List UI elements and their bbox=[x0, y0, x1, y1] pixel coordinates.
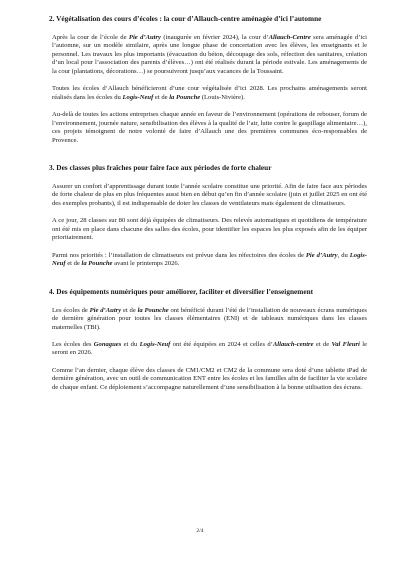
section-heading: 3. Des classes plus fraîches pour faire face aux périodes de forte chaleur bbox=[49, 162, 272, 172]
paragraph bbox=[52, 111, 367, 145]
text-run: et de bbox=[65, 260, 82, 268]
text-run: Comme l’an dernier, chaque élève des classes de CM1/CM2 et CM2 de la commune sera doté d’une tablette iPad de dernière génération, avec un outil de communication ENT entre les écoles et les familles afin de faciliter la vie scolaire de chaque enfant. Ce déploiement s’accompagne naturellement d’une sensibilisation à la bonne utilisation des écrans. bbox=[52, 366, 367, 391]
school-name: la Pounche bbox=[137, 306, 169, 314]
text-run: et du bbox=[121, 340, 140, 348]
text-run: Les écoles de bbox=[52, 306, 90, 314]
text-run: avant le printemps 2026. bbox=[112, 260, 180, 268]
text-run: Après la cour de l’école de bbox=[52, 34, 129, 41]
paragraph bbox=[52, 183, 367, 208]
school-name: Val Fleuri bbox=[331, 340, 360, 348]
section-equipements-numeriques bbox=[49, 286, 367, 393]
text-run: Assurer un confort d’apprentissage durant toute l’année scolaire constitue une priorité. Afin de faire face aux périodes de forte chaleur de plus en plus fréquentes aussi bien en début qu’en fin d’année scolaire (juin et juillet 2025 en ont été des exemples probants), il est indispensable de doter les classes de ventilateurs mais également de climatiseurs. bbox=[52, 182, 367, 207]
school-name: la Pounche bbox=[81, 260, 113, 268]
text-run: Parmi nos priorités : l’installation de climatiseurs est prévue dans les réfectoires des écoles de bbox=[52, 251, 306, 259]
section-heading: 2. Végétalisation des cours d’écoles : la cour d’Allauch-centre aménagée d’ici l’automne bbox=[49, 14, 322, 23]
paragraph bbox=[52, 307, 367, 332]
school-name: la Pounche bbox=[169, 93, 201, 101]
text-run: ont bénéficié durant l’été de l’installation de nouveaux écrans numériques de dernière génération pour toutes les classes élémentaires (ENI) et de tableaux numériques dans les classes maternelles (TBI). bbox=[52, 306, 367, 331]
section-heading: 4. Des équipements numériques pour améliorer, faciliter et diversifier l’enseignement bbox=[49, 286, 314, 296]
text-run: et de bbox=[121, 306, 138, 314]
text-run: Toutes les écoles d’Allauch bénéficieront d’une cour végétalisée d’ici 2028. Les prochains aménagements seront réalisés dans les écoles du bbox=[52, 85, 367, 101]
school-name: Allauch-centre bbox=[272, 340, 314, 348]
text-run: (Louis-Nivière). bbox=[200, 93, 245, 101]
text-run: , du bbox=[337, 251, 350, 259]
section-cour-vegetalisee bbox=[49, 14, 368, 145]
paragraph bbox=[52, 34, 367, 76]
paragraph bbox=[52, 252, 367, 269]
text-run: et de bbox=[153, 93, 170, 101]
text-run: et de bbox=[313, 340, 332, 348]
school-name: Pie d’Autry bbox=[128, 34, 161, 41]
school-name: Gonagues bbox=[93, 340, 122, 348]
text-run: le seront en 2026. bbox=[52, 340, 367, 357]
text-run: A ce jour, 28 classes sur 80 sont déjà équipées de climatiseurs. Des relevés automatiques et quotidiens de température ont été mis en place dans chacune des salles des écoles, pour identifier les espaces les plus exposés afin de les équiper prioritairement. bbox=[52, 217, 367, 242]
school-name: Logis-Neuf bbox=[139, 340, 171, 348]
text-run: sera aménagée d’ici l’automne, sur un modèle similaire, après une longue phase de concertation avec les élèves, les enseignants et le personnel. Les travaux les plus importants (évacuation du béton, découpage des sols, réfection des sanitaires, création d’un local pour l’association des parents d’élèves…) ont été réalisés durant la période estivale. Les aménagements de la cour (plantations, décorations…) se poursuivront jusqu’aux vacances de la Toussaint. bbox=[52, 34, 368, 75]
text-run: (inaugurée en février 2024), la cour d’ bbox=[160, 34, 269, 41]
school-name: Logis-Neuf bbox=[122, 93, 154, 101]
school-name: Logis-Neuf bbox=[52, 251, 367, 268]
school-name: Pie d’Autry bbox=[89, 306, 122, 314]
paragraph bbox=[52, 85, 367, 102]
school-name: Allauch-Centre bbox=[268, 34, 311, 41]
paragraph bbox=[52, 217, 367, 242]
page-number: 2/4 bbox=[196, 528, 204, 534]
section-classes-fraiches bbox=[49, 162, 367, 269]
school-name: Pie d’Autry bbox=[305, 251, 338, 259]
text-run: Au-delà de toutes les actions entreprises chaque année en faveur de l’environnement (opérations de rebouser, forum de l’environnement, journée nature, sensibilisation des élèves à la qualité de l’air, lutte contre le gaspillage alimentaire…), ces projets témoignent de notre volonté de faire d’Allauch une des premières communes éco-responsables de Provence. bbox=[52, 111, 367, 144]
paragraph bbox=[52, 341, 367, 358]
text-run: ont été équipées en 2024 et celles d’ bbox=[170, 340, 273, 348]
paragraph bbox=[52, 367, 367, 392]
text-run: Les écoles des bbox=[52, 340, 94, 348]
